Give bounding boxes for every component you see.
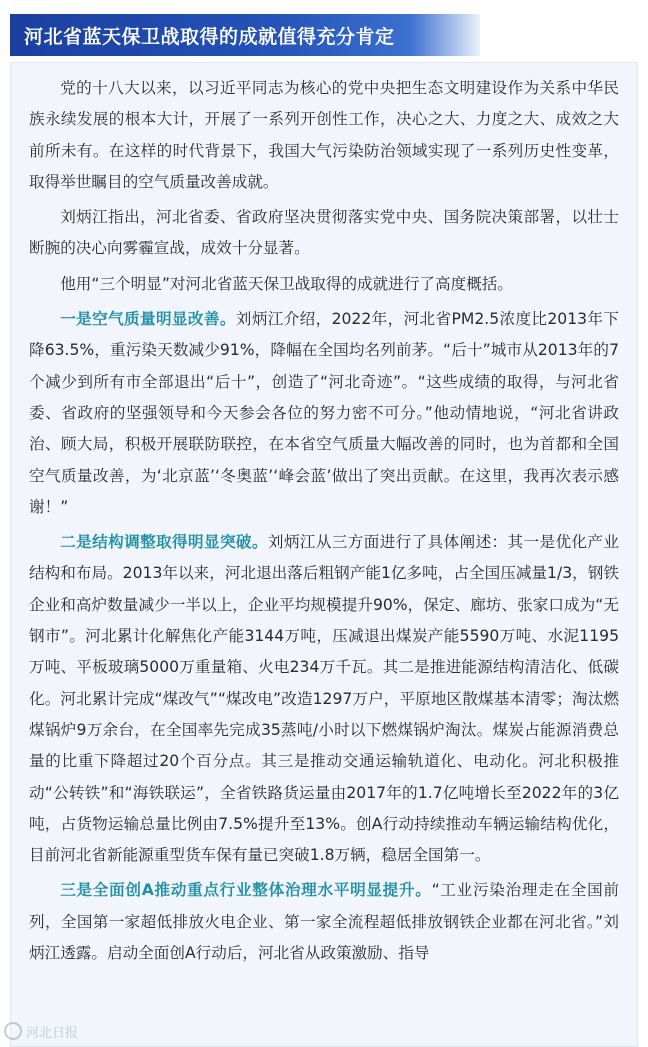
header-band bbox=[0, 0, 648, 62]
paragraph-three-points: 他用“三个明显”对河北省蓝天保卫战取得的成就进行了高度概括。 bbox=[60, 274, 513, 293]
watermark bbox=[4, 1018, 94, 1044]
paragraph-intro: 党的十八大以来，以习近平同志为核心的党中央把生态文明建设作为关系中华民族永续发展的根本大计，开展了一系列开创性工作，决心之大、力度之大、成效之大前所未有。在这样的时代背景下，我国大气污染防治领域实现了一系列历史性变革，取得举世瞩目的空气质量改善成就。 bbox=[29, 79, 619, 191]
point-three-body: “工业污染治理走在全国前列，全国第一家超低排放火电企业、第一家全流程超低排放钢铁企业都在河北省。”刘炳江透露。启动全面创A行动后，河北省从政策激励、指导 bbox=[29, 881, 619, 963]
article-panel bbox=[10, 62, 638, 1047]
point-one-body: 刘炳江介绍，2022年，河北省PM2.5浓度比2013年下降63.5%，重污染天数减少91%，降幅在全国均名列前茅。“后十”城市从2013年的7个减少到所有市全部退出“后十”，创造了“河北奇迹”。“这些成绩的取得，与河北省委、省政府的坚强领导和今天参会各位的努力密不可分。”他动情地说，“河北省讲政治、顾大局，积极开展联防联控，在本省空气质量大幅改善的同时，也为首都和全国空气质量改善，为‘北京蓝’‘冬奥蓝’‘峰会蓝’做出了突出贡献。在这里，我再次表示感谢！” bbox=[29, 310, 619, 516]
watermark-text: 河北日报 bbox=[26, 1025, 79, 1041]
point-three-heading: 三是全面创A推动重点行业整体治理水平明显提升。 bbox=[60, 881, 432, 900]
paragraph-point-one bbox=[29, 304, 619, 523]
point-two-body: 刘炳江从三方面进行了具体阐述：其一是优化产业结构和布局。2013年以来，河北退出落后粗钢产能1亿多吨，占全国压减量1/3，钢铁企业和高炉数量减少一半以上，企业平均规模提升90%，保定、廊坊、张家口成为“无钢市”。河北累计化解焦化产能3144万吨，压减退出煤炭产能5590万吨、水泥1195万吨、平板玻璃5000万重量箱、火电234万千瓦。其二是推进能源结构清洁化、低碳化。河北累计完成“煤改气”“煤改电”改造1297万户，平原地区散煤基本清零；淘汰燃煤锅炉9万余台，在全国率先完成35蒸吨/小时以下燃煤锅炉淘汰。煤炭占能源消费总量的比重下降超过20个百分点。其三是推动交通运输轨道化、电动化。河北积极推动“公转铁”和“海铁联运”，全省铁路货运量由2017年的1.7亿吨增长至2022年的3亿吨，占货物运输总量比例由7.5%提升至13%。创A行动持续推动车辆运输结构优化，目前河北省新能源重型货车保有量已突破1.8万辆，稳居全国第一。 bbox=[29, 533, 619, 865]
point-two-heading: 二是结构调整取得明显突破。 bbox=[60, 533, 268, 552]
point-one-heading: 一是空气质量明显改善。 bbox=[60, 310, 236, 329]
title-bar bbox=[10, 14, 480, 56]
article-title: 河北省蓝天保卫战取得的成就值得充分肯定 bbox=[24, 25, 395, 48]
paragraph-point-two bbox=[29, 527, 619, 871]
paragraph-point-three bbox=[29, 875, 619, 969]
paragraph-liu-remarks: 刘炳江指出，河北省委、省政府坚决贯彻落实党中央、国务院决策部署，以壮士断腕的决心向雾霾宣战，成效十分显著。 bbox=[29, 208, 619, 258]
watermark-logo-icon bbox=[4, 1022, 22, 1040]
article-body bbox=[11, 63, 637, 969]
